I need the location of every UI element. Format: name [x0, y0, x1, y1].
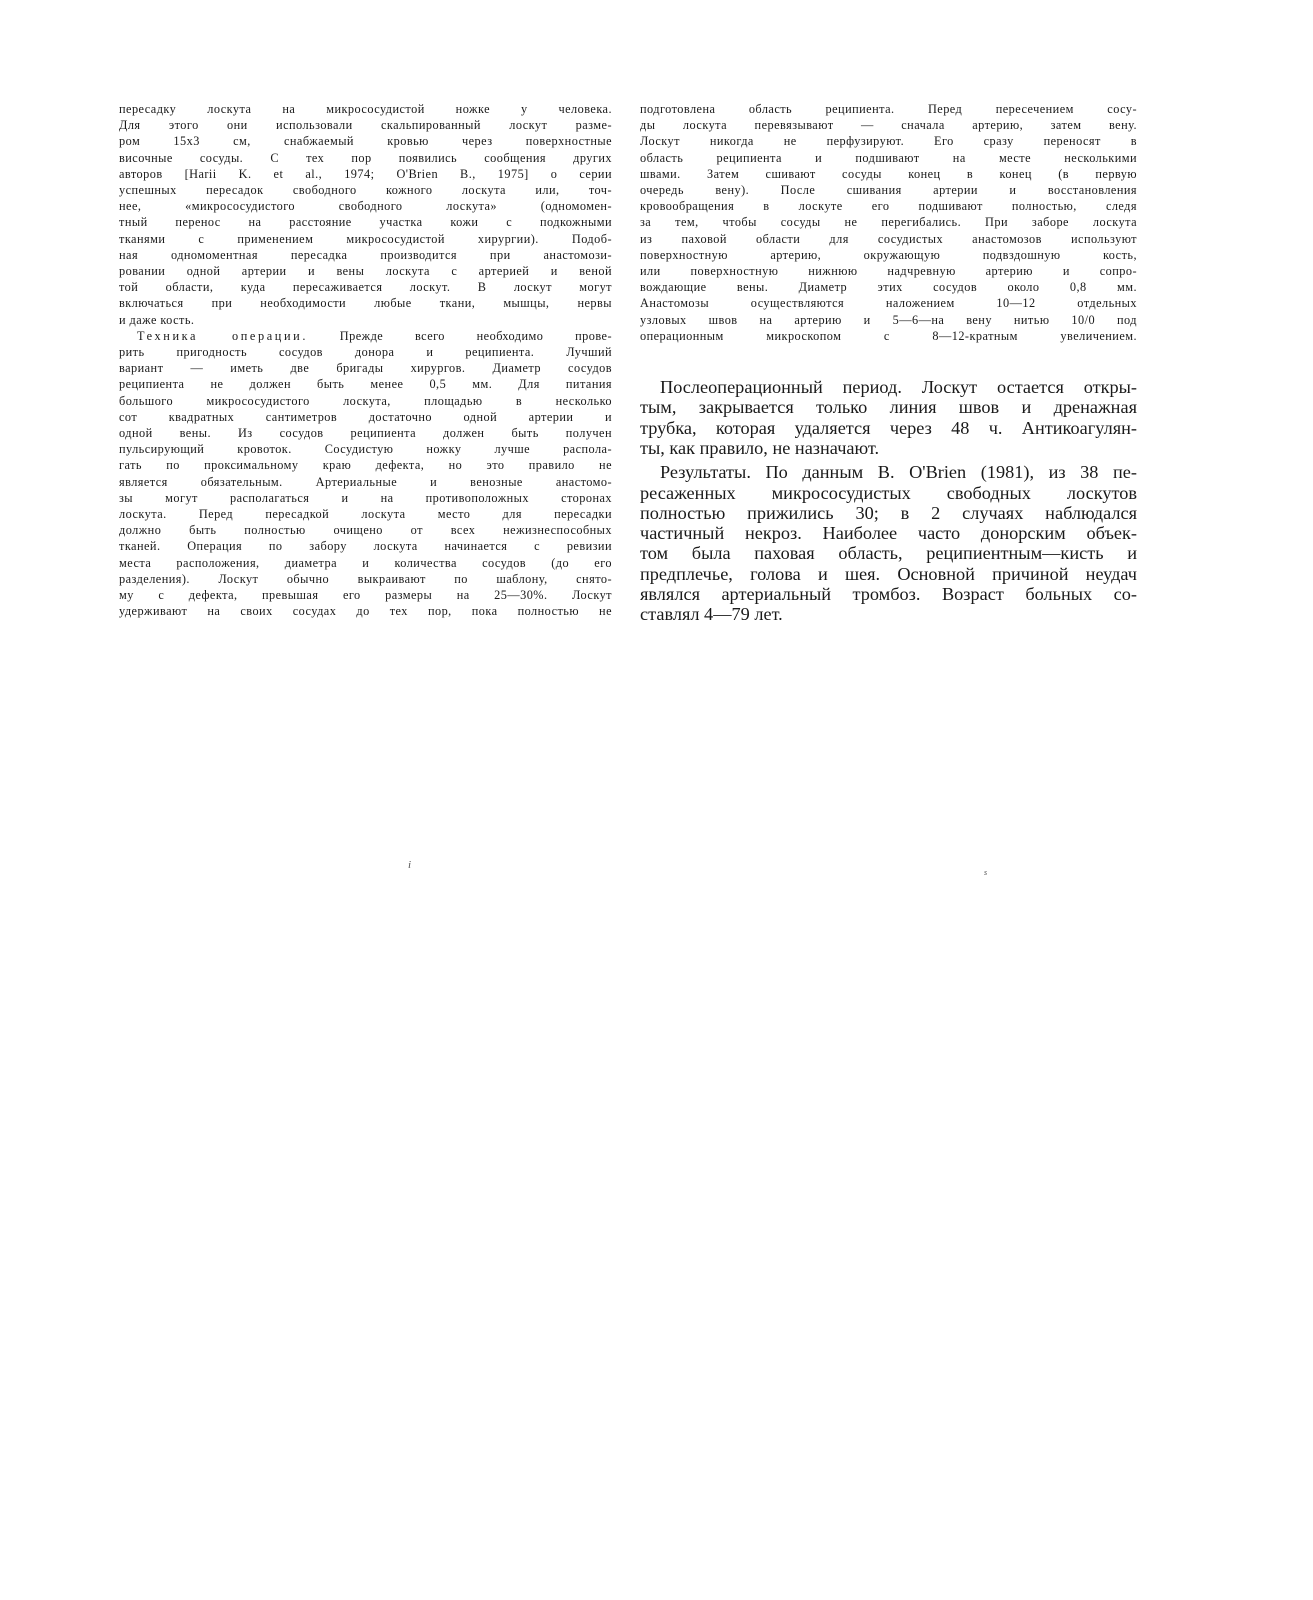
text-line: Результаты. По данным В. O'Brien (1981), из 38 пе- [660, 462, 1137, 483]
text-line: ды лоскута перевязывают — сначала артерию, затем вену. [640, 118, 1137, 133]
text-line: ная одномоментная пересадка производится при анастомози- [119, 247, 612, 262]
text-line: область реципиента и подшивают на месте несколькими [640, 150, 1137, 165]
text-line: успешных пересадок свободного кожного лоскута или, точ- [119, 183, 612, 198]
text-line: тым, закрывается только линия швов и дренажная [640, 397, 1137, 418]
text-line: кровообращения в лоскуте его подшивают полностью, следя [640, 199, 1137, 214]
text-line: или поверхностную нижнюю надчревную артерию и сопро- [640, 264, 1137, 279]
text-line: очередь вену). После сшивания артерии и восстановления [640, 183, 1137, 198]
paragraph-postoperative-period [640, 377, 1137, 458]
text-line: большого микрососудистого лоскута, площадью в несколько [119, 393, 612, 408]
text-line: лоскута. Перед пересадкой лоскута место для пересадки [119, 507, 612, 522]
paragraph-flap-transfer [640, 101, 1137, 344]
text-line: полностью прижились 30; в 2 случаях наблюдался [640, 502, 1137, 523]
text-line: является обязательным. Артериальные и венозные анастомо- [119, 474, 612, 489]
text-line: Послеоперационный период. Лоскут остается откры- [660, 377, 1137, 398]
text-line: частичный некроз. Наиболее часто донорским объек- [640, 523, 1137, 544]
text-line: включаться при необходимости любые ткани, мышцы, нервы [119, 296, 612, 311]
paragraph-results [640, 462, 1137, 624]
text-line: должно быть полностью очищено от всех нежизнеспособных [119, 523, 612, 538]
text-line: удерживают на своих сосудах до тех пор, пока полностью не [119, 604, 612, 619]
text-line: гать по проксимальному краю дефекта, но это правило не [119, 458, 612, 473]
text-line: ровании одной артерии и вены лоскута с артерией и веной [119, 264, 612, 279]
text-line: Анастомозы осуществляются наложением 10—12 отдельных [640, 296, 1137, 311]
text-line: сот квадратных сантиметров достаточно одной артерии и [119, 409, 612, 424]
text-line: за тем, чтобы сосуды не перегибались. При заборе лоскута [640, 215, 1137, 230]
text-line: трубка, которая удаляется через 48 ч. Антикоагулян- [640, 417, 1137, 438]
text-line: подготовлена область реципиента. Перед пересечением сосу- [640, 102, 1137, 116]
text-line: вариант — иметь две бригады хирургов. Диаметр сосудов [119, 361, 612, 376]
scan-mark-left: i [408, 859, 412, 871]
text-line: нее, «микрососудистого свободного лоскута» (одномомен- [119, 199, 612, 214]
text-line: швами. Затем сшивают сосуды конец в конец (в первую [640, 166, 1137, 181]
text-line: той области, куда пересаживается лоскут. В лоскут могут [119, 280, 612, 295]
text-line: зы могут располагаться и на противоположных сторонах [119, 490, 612, 505]
large-print-section [640, 377, 1137, 625]
section-run-in-heading: Техника операции. [137, 328, 309, 343]
text-line: височные сосуды. С тех пор появились сообщения других [119, 150, 612, 165]
text-line: являлся артериальный тромбоз. Возраст больных со- [640, 584, 1137, 605]
text-line: поверхностную артерию, окружающую подвздошную кость, [640, 247, 1137, 262]
text-line: ставлял 4—79 лет. [640, 604, 783, 625]
text-line: тный перенос на расстояние участка кожи с подкожными [119, 215, 612, 230]
text-line: операционным микроскопом с 8—12-кратным увеличением. [640, 328, 1137, 343]
text-line: пересадку лоскута на микрососудистой ножке у человека. [119, 102, 612, 116]
text-line: ты, как правило, не назначают. [640, 437, 880, 458]
paragraph-operation-technique [119, 328, 612, 620]
text-line: пульсирующий кровоток. Сосудистую ножку лучше распола- [119, 442, 612, 457]
text-run: Прежде всего необходимо прове- [339, 328, 612, 343]
text-line: Для этого они использовали скальпированный лоскут разме- [119, 118, 612, 133]
text-line: му с дефекта, превышая его размеры на 25—30%. Лоскут [119, 588, 612, 603]
text-line: места расположения, диаметра и количества сосудов (до его [119, 555, 612, 570]
text-line: узловых швов на артерию и 5—6—на вену нитью 10/0 под [640, 312, 1137, 327]
text-line: том была паховая область, реципиентным—кисть и [640, 543, 1137, 564]
text-line: авторов [Harii K. et al., 1974; O'Brien B., 1975] о серии [119, 166, 612, 181]
paragraph-microvascular-transfer [119, 101, 612, 328]
text-line: Лоскут никогда не перфузируют. Его сразу переносят в [640, 134, 1137, 149]
text-line: предплечье, голова и шея. Основной причиной неудач [640, 563, 1137, 584]
text-line: разделения). Лоскут обычно выкраивают по шаблону, снято- [119, 571, 612, 586]
text-line: из паховой области для сосудистых анастомозов используют [640, 231, 1137, 246]
text-line: тканей. Операция по забору лоскута начинается с ревизии [119, 539, 612, 554]
text-line: ром 15x3 см, снабжаемый кровью через поверхностные [119, 134, 612, 149]
text-line: реципиента не должен быть менее 0,5 мм. Для питания [119, 377, 612, 392]
text-line [119, 328, 612, 344]
text-line: рить пригодность сосудов донора и реципиента. Лучший [119, 345, 612, 360]
right-column [640, 101, 1137, 625]
text-line: одной вены. Из сосудов реципиента должен быть получен [119, 426, 612, 441]
text-line: тканями с применением микрососудистой хирургии). Подоб- [119, 231, 612, 246]
scan-mark-right: s [984, 868, 988, 877]
left-column [119, 101, 612, 620]
text-line: вождающие вены. Диаметр этих сосудов около 0,8 мм. [640, 280, 1137, 295]
text-line: ресаженных микрососудистых свободных лоскутов [640, 482, 1137, 503]
text-line: и даже кость. [119, 312, 195, 327]
